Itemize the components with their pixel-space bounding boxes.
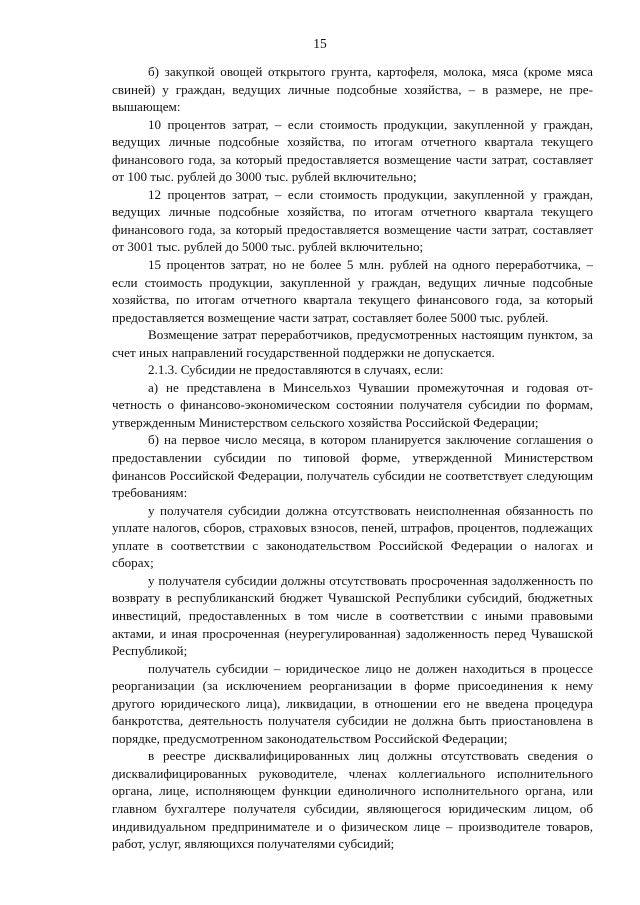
paragraph-12-percent: 12 процентов затрат, – если стоимость продукции, закупленной у граждан, ведущих личные подсобные хозяйства, по итогам отчетного квартала текущего финансового года, за который предоставляется возмещение части затрат, составляет от 3001 тыс. рублей до 5000 тыс. рублей включительно; bbox=[112, 186, 593, 255]
paragraph-item-b: б) на первое число месяца, в котором планируется заключение соглашения о предоставлении субсидии по типовой форме, утвержденной Министерством финансов Российской Федерации, получатель субсидии не соответствует следующим требованиям: bbox=[112, 432, 593, 501]
paragraph-reorganization: получатель субсидии – юридическое лицо не должен находиться в процессе реорганизации (за исключением реорганизации в форме присоединения к нему другого юридического лица), ликвидации, в отношении его не введена процедура банкротства, деятельность получателя субсидии не должна быть приостановлена в порядке, предусмотренном законодательством Российской Федерации; bbox=[112, 660, 593, 746]
paragraph-clause-2-1-3: 2.1.3. Субсидии не предоставляются в случаях, если: bbox=[148, 362, 444, 378]
paragraph-item-a: а) не представлена в Минсельхоз Чувашии промежуточная и годовая отчетность о финансово-экономическом состоянии получателя субсидии по формам, утвержденным Министерством сельского хозяйства Российской Федерации; bbox=[112, 379, 593, 430]
paragraph-purchase-clause: б) закупкой овощей открытого грунта, картофеля, молока, мяса (кроме мяса свиней) у граждан, ведущих личные подсобные хозяйства, – в размере, не превышающем: bbox=[112, 64, 593, 115]
paragraph-tax-debt: у получателя субсидии должна отсутствовать неисполненная обязанность по уплате налогов, сборов, страховых взносов, пеней, штрафов, процентов, подлежащих уплате в соответствии с законодательством Российской Федерации о налогах и сборах; bbox=[112, 502, 593, 571]
paragraph-overdue-debt: у получателя субсидии должны отсутствовать просроченная задолженность по возврату в республиканский бюджет Чувашской Республики субсидий, бюджетных инвестиций, предоставленных в том числе в соответствии с иными правовыми актами, и иная просроченная (неурегулированная) задолженность перед Чувашской Республикой; bbox=[112, 572, 593, 659]
paragraph-disqualified-registry: в реестре дисквалифицированных лиц должны отсутствовать сведения о дисквалифицированных руководителе, членах коллегиального исполнительного органа, лице, исполняющем функции единоличного исполнительного органа, или главном бухгалтере получателя субсидии, являющегося юридическим лицом, об индивидуальном предпринимателе и о физическом лице – производителе товаров, работ, услуг, являющихся получателями субсидий; bbox=[112, 748, 593, 852]
paragraph-15-percent: 15 процентов затрат, но не более 5 млн. рублей на одного переработчика, – если стоимость продукции, закупленной у граждан, ведущих личные подсобные хозяйства, по итогам отчетного квартала текущего финансового года, за который предоставляется возмещение части затрат, составляет более 5000 тыс. рублей. bbox=[112, 257, 593, 325]
paragraph-10-percent: 10 процентов затрат, – если стоимость продукции, закупленной у граждан, ведущих личные подсобные хозяйства, по итогам отчетного квартала текущего финансового года, за который предоставляется возмещение части затрат, составляет от 100 тыс. рублей до 3000 тыс. рублей включительно; bbox=[112, 116, 593, 185]
paragraph-reimbursement-note: Возмещение затрат переработчиков, предусмотренных настоящим пунктом, за счет иных направлений государственной поддержки не допускается. bbox=[112, 327, 593, 360]
document-body bbox=[112, 63, 593, 853]
page-number: 15 bbox=[313, 36, 327, 51]
